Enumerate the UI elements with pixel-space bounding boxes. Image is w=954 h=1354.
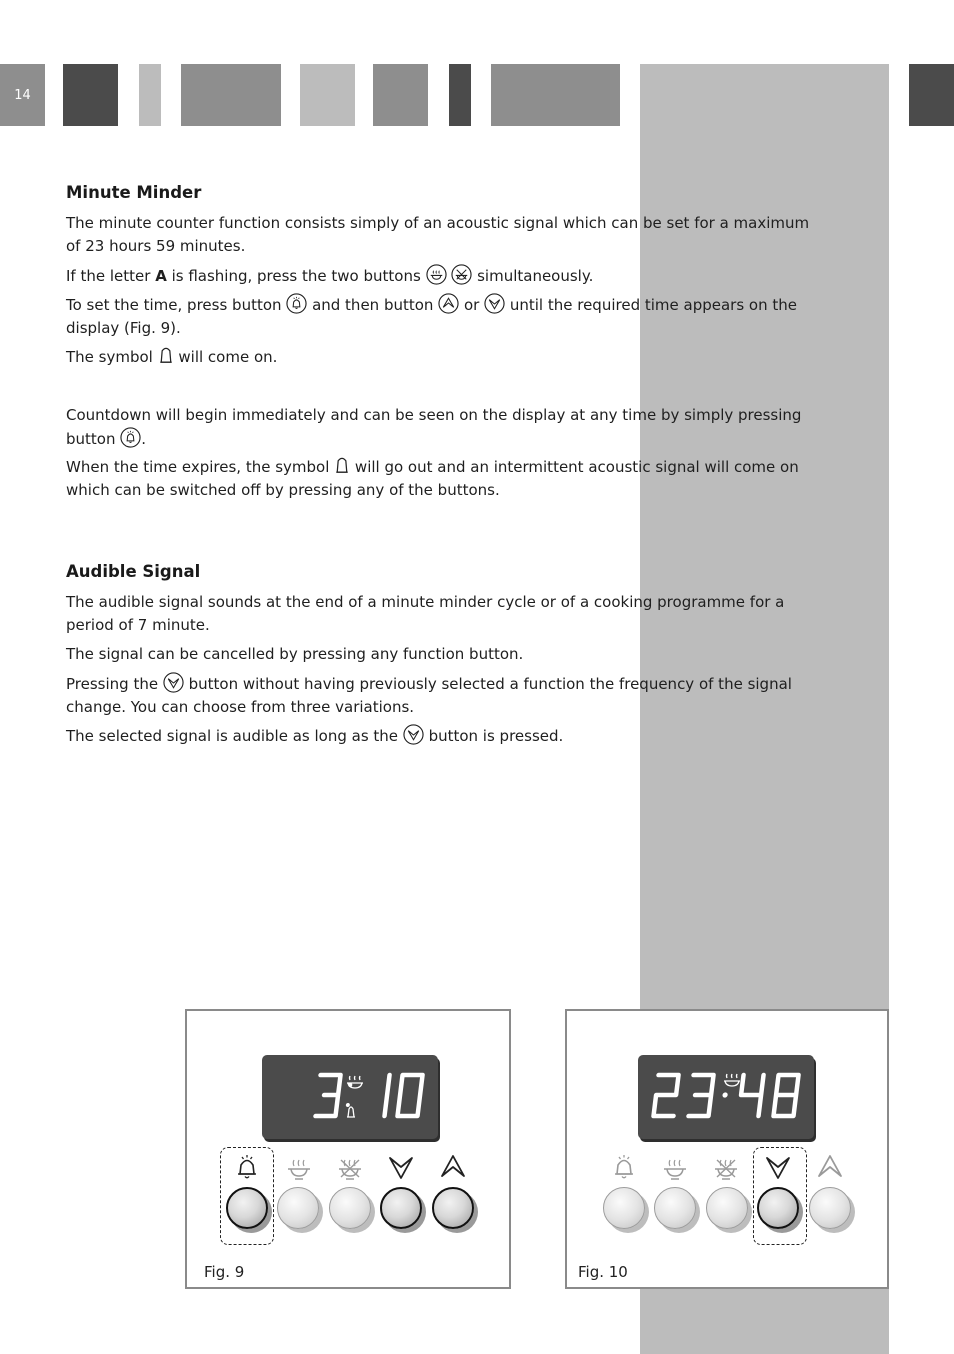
header-block [449, 64, 471, 126]
oven-display [638, 1055, 814, 1139]
end-cooking-button[interactable] [329, 1187, 371, 1229]
paragraph: Pressing the button without having previously selected a function the frequency of the signal change. You can choose from three variations. [66, 672, 826, 718]
down-button[interactable] [757, 1187, 799, 1229]
up-arrow-icon [438, 1152, 468, 1182]
cooking-time-button[interactable] [654, 1187, 696, 1229]
paragraph: The minute counter function consists simply of an acoustic signal which can be set for a maximum of 23 hours 59 minutes. [66, 214, 810, 255]
header-block [181, 64, 281, 126]
bell-icon [609, 1152, 639, 1182]
up-arrow-icon [438, 293, 459, 314]
down-button[interactable] [380, 1187, 422, 1229]
up-button[interactable] [432, 1187, 474, 1229]
end-cooking-icon [451, 264, 472, 285]
bell-button[interactable] [603, 1187, 645, 1229]
cooking-time-icon [426, 264, 447, 285]
page-number: 14 [0, 64, 45, 126]
down-arrow-icon [484, 293, 505, 314]
figure-caption: Fig. 10 [578, 1263, 628, 1281]
down-arrow-icon [763, 1152, 793, 1182]
header-block [491, 64, 620, 126]
down-arrow-icon [163, 672, 184, 693]
up-arrow-icon [815, 1152, 845, 1182]
bell-icon [334, 455, 350, 476]
end-cooking-button[interactable] [706, 1187, 748, 1229]
header-block [139, 64, 161, 126]
oven-display [262, 1055, 438, 1139]
paragraph: When the time expires, the symbol will go out and an intermittent acoustic signal will come on which can be switched off by pressing any of the buttons. [66, 455, 826, 501]
paragraph: The signal can be cancelled by pressing any function button. [66, 645, 524, 663]
down-arrow-icon [386, 1152, 416, 1182]
down-arrow-icon [403, 724, 424, 745]
bell-button-icon [120, 427, 141, 448]
cooking-time-button[interactable] [277, 1187, 319, 1229]
paragraph: If the letter A is flashing, press the two buttons simultaneously. [66, 264, 826, 288]
bell-button-icon [286, 293, 307, 314]
section-heading-audible-signal: Audible Signal [66, 562, 201, 581]
paragraph: To set the time, press button and then button or until the required time appears on the display (Fig. 9). [66, 293, 826, 339]
up-button[interactable] [809, 1187, 851, 1229]
figure-9 [185, 1009, 511, 1289]
header-block [909, 64, 954, 126]
display-readout [262, 1055, 438, 1139]
cooking-time-icon [284, 1152, 314, 1182]
paragraph: The symbol will come on. [66, 345, 826, 369]
end-cooking-icon [711, 1152, 741, 1182]
header-block [300, 64, 355, 126]
header-block [63, 64, 118, 126]
header-block [373, 64, 428, 126]
figure-caption: Fig. 9 [204, 1263, 245, 1281]
paragraph: Countdown will begin immediately and can be seen on the display at any time by simply pressing button . [66, 406, 802, 448]
section-heading-minute-minder: Minute Minder [66, 183, 202, 202]
bell-icon [158, 345, 174, 366]
figure-10 [565, 1009, 889, 1289]
paragraph: The audible signal sounds at the end of a minute minder cycle or of a cooking programme for a period of 7 minute. [66, 593, 785, 634]
paragraph: The selected signal is audible as long as the button is pressed. [66, 724, 826, 748]
end-cooking-icon [335, 1152, 365, 1182]
cooking-time-icon [660, 1152, 690, 1182]
bell-icon [232, 1152, 262, 1182]
bell-button[interactable] [226, 1187, 268, 1229]
display-readout [638, 1055, 814, 1139]
